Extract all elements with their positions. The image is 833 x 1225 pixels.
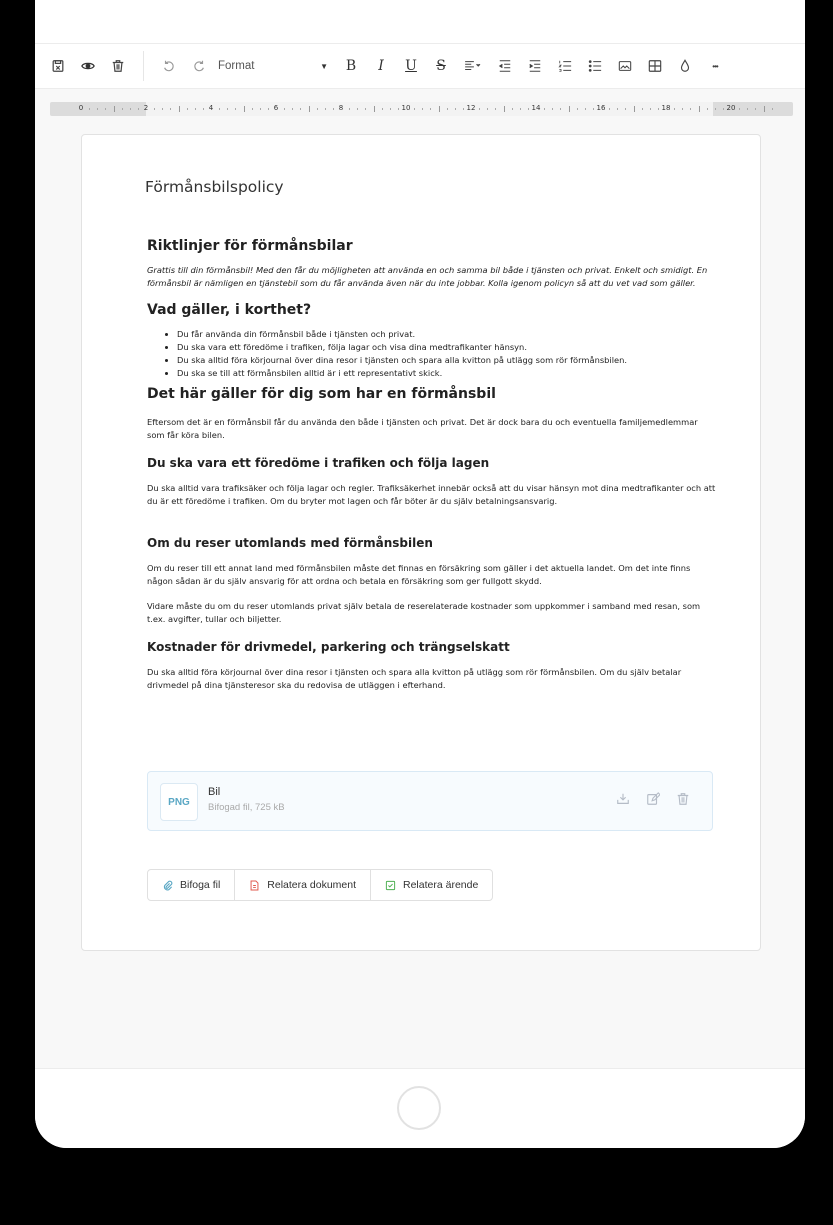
ruler-tick <box>772 108 773 110</box>
ruler-tick <box>195 108 196 110</box>
ruler-tick <box>528 108 529 110</box>
ruler-tick <box>89 108 90 110</box>
delete-button[interactable] <box>103 51 133 81</box>
relate-document-label: Relatera dokument <box>267 879 356 891</box>
list-item: • Du får använda din förmånsbil både i tjänsten och privat. <box>177 328 717 341</box>
ruler-tick <box>552 108 553 110</box>
ruler-tick <box>520 108 521 110</box>
relate-document-button[interactable] <box>235 870 371 900</box>
ruler-tick <box>739 108 740 110</box>
subheading-abroad: Om du reser utomlands med förmånsbilen <box>147 536 433 550</box>
ruler-tick <box>674 108 675 110</box>
ruler-tick <box>349 108 350 110</box>
attachment-name: Bil <box>208 786 221 798</box>
tablet-top-bezel <box>35 0 805 44</box>
document-title[interactable]: Förmånsbilspolicy <box>145 178 284 196</box>
edit-button[interactable] <box>646 792 662 808</box>
ruler-tick <box>625 108 626 110</box>
ruler-tick <box>162 108 163 110</box>
ruler-tick <box>333 108 334 110</box>
editor-toolbar <box>35 44 805 89</box>
ruler-tick <box>187 108 188 110</box>
heading-applies: Det här gäller för dig som har en förmånsbil <box>147 386 496 402</box>
home-button[interactable] <box>397 1086 441 1130</box>
underline-button[interactable] <box>396 51 426 81</box>
ruler-label: 8 <box>338 104 344 112</box>
list-item: • Du ska alltid föra körjournal över dina resor i tjänsten och spara alla kvitton på utlägg som rör förmånsbilen. <box>177 354 717 367</box>
ruler-tick <box>439 106 440 112</box>
bullet-list-button[interactable] <box>580 51 610 81</box>
ruler-label: 6 <box>273 104 279 112</box>
subheading-costs: Kostnader för drivmedel, parkering och trängselskatt <box>147 640 510 654</box>
undo-icon <box>162 59 176 73</box>
document-icon <box>249 880 260 891</box>
ruler-tick <box>219 108 220 110</box>
ruler-tick <box>284 108 285 110</box>
undo-button[interactable] <box>154 51 184 81</box>
ruler-tick <box>430 108 431 110</box>
intro-paragraph: Grattis till din förmånsbil! Med den får du möjligheten att använda en och samma bil både i tjänsten och privat. Enkelt och smidigt. En förmånsbil är nämligen en tjänstebil som du får använda även när du inte jobbar. Kolla igenom policyn så att du vet vad som gäller. <box>147 265 708 288</box>
ruler-tick <box>130 108 131 110</box>
preview-button[interactable] <box>73 51 103 81</box>
bold-icon: B <box>345 58 357 74</box>
ordered-list-button[interactable] <box>550 51 580 81</box>
ruler-tick <box>658 108 659 110</box>
download-icon <box>616 792 630 806</box>
more-button[interactable] <box>700 51 730 81</box>
ruler-tick <box>593 108 594 110</box>
attachment-card[interactable] <box>147 771 713 831</box>
ruler-tick <box>487 108 488 110</box>
checkbox-icon <box>385 880 396 891</box>
ruler-tick <box>495 108 496 110</box>
ruler-tick <box>365 108 366 110</box>
ruler-label: 10 <box>401 104 411 112</box>
ruler-tick <box>504 106 505 112</box>
ruler-tick <box>690 108 691 110</box>
ruler-tick <box>463 108 464 110</box>
ruler-tick <box>292 108 293 110</box>
ruler-label: 18 <box>661 104 671 112</box>
attachment-actions <box>616 792 692 808</box>
ruler-tick <box>634 106 635 112</box>
ruler-tick <box>755 108 756 110</box>
format-dropdown-value: Format <box>218 60 255 72</box>
summary-list <box>147 328 717 380</box>
ruler-tick <box>617 108 618 110</box>
ruler-tick <box>325 108 326 110</box>
ruler-tick <box>244 106 245 112</box>
eye-icon <box>81 59 95 73</box>
edit-icon <box>646 792 660 806</box>
editor-workspace <box>35 89 805 1068</box>
paperclip-icon <box>162 880 173 891</box>
ruler-label: 20 <box>726 104 736 112</box>
ruler-tick <box>422 108 423 110</box>
ruler-tick <box>227 108 228 110</box>
ruler-tick <box>260 108 261 110</box>
tablet-frame <box>35 0 805 1148</box>
ruler-label: 0 <box>78 104 84 112</box>
ruler-tick <box>357 108 358 110</box>
relate-case-button[interactable] <box>371 870 492 900</box>
redo-icon <box>192 59 206 73</box>
attach-file-button[interactable] <box>148 870 235 900</box>
ruler-tick <box>479 108 480 110</box>
ruler-tick <box>317 108 318 110</box>
list-item: • Du ska vara ett föredöme i trafiken, följa lagar och visa dina medtrafikanter hänsyn. <box>177 341 717 354</box>
document-actions <box>147 869 493 901</box>
ruler-tick <box>747 108 748 110</box>
bold-button[interactable] <box>336 51 366 81</box>
ordered-list-icon <box>558 59 572 73</box>
ruler-tick <box>390 108 391 110</box>
ruler-tick <box>398 108 399 110</box>
heading-guidelines: Riktlinjer för förmånsbilar <box>147 238 353 254</box>
paragraph: Om du reser till ett annat land med förmånsbilen måste det finnas en försäkring som gäller i det aktuella landet. Om det inte finns någon sådan är du själv ansvarig för att ordna och betala en försäkring som ger fullgott skydd. <box>147 563 691 586</box>
ruler-right-margin[interactable] <box>713 102 793 116</box>
tablet-bottom-bezel <box>35 1068 805 1148</box>
outdent-button[interactable] <box>490 51 520 81</box>
text-color-button[interactable] <box>670 51 700 81</box>
ruler-tick <box>447 108 448 110</box>
italic-button[interactable] <box>366 51 396 81</box>
ruler-tick <box>309 106 310 112</box>
ruler-tick <box>723 108 724 110</box>
save-button[interactable] <box>43 51 73 81</box>
ruler-label: 2 <box>143 104 149 112</box>
ruler-tick <box>682 108 683 110</box>
ruler-tick <box>512 108 513 110</box>
ruler-tick <box>252 108 253 110</box>
ruler-tick <box>382 108 383 110</box>
ruler-tick <box>577 108 578 110</box>
strikethrough-button[interactable] <box>426 51 456 81</box>
indent-button[interactable] <box>520 51 550 81</box>
ruler-tick <box>642 108 643 110</box>
image-icon <box>618 59 632 73</box>
ruler-tick <box>699 106 700 112</box>
save-icon <box>51 59 65 73</box>
ruler-tick <box>105 108 106 110</box>
ruler-tick <box>114 106 115 112</box>
underline-icon: U <box>405 58 417 74</box>
trash-icon <box>111 59 125 73</box>
list-item: • Du ska se till att förmånsbilen alltid är i ett representativt skick. <box>177 367 717 380</box>
ruler-label: 16 <box>596 104 606 112</box>
toolbar-divider <box>143 51 144 81</box>
paragraph: Du ska alltid vara trafiksäker och följa lagar och regler. Trafiksäkerhet innebär också att du visar hänsyn mot dina medtrafikanter och att du är ett föredöme i trafiken. Om du bryter mot lagen och får böter är du själv betalningsansvarig. <box>147 483 716 506</box>
indent-icon <box>528 59 542 73</box>
ruler-label: 12 <box>466 104 476 112</box>
ruler-tick <box>650 108 651 110</box>
document-body[interactable] <box>147 238 717 704</box>
more-icon: ••• <box>712 61 718 71</box>
paragraph: Vidare måste du om du reser utomlands privat själv betala de reserelaterade kostnader som uppkommer i samband med resan, som t.ex. avgifter, tullar och biljetter. <box>147 601 701 624</box>
ruler-tick <box>122 108 123 110</box>
delete-attachment-button[interactable] <box>676 792 692 808</box>
ruler-tick <box>569 106 570 112</box>
redo-button[interactable] <box>184 51 214 81</box>
align-dropdown-button[interactable] <box>456 51 490 81</box>
attachment-meta: Bifogad fil, 725 kB <box>208 802 285 813</box>
align-left-icon <box>464 59 482 73</box>
ruler-tick <box>179 106 180 112</box>
ruler-tick <box>560 108 561 110</box>
ruler-tick <box>138 108 139 110</box>
ruler-label: 4 <box>208 104 214 112</box>
ruler-tick <box>300 108 301 110</box>
download-button[interactable] <box>616 792 632 808</box>
insert-table-button[interactable] <box>640 51 670 81</box>
outdent-icon <box>498 59 512 73</box>
format-dropdown[interactable] <box>214 51 332 81</box>
table-icon <box>648 59 662 73</box>
ruler-tick <box>544 108 545 110</box>
heading-summary: Vad gäller, i korthet? <box>147 302 312 318</box>
ruler-tick <box>414 108 415 110</box>
ruler-tick <box>235 108 236 110</box>
ruler-tick <box>170 108 171 110</box>
ruler-label: 14 <box>531 104 541 112</box>
ruler-tick <box>609 108 610 110</box>
ruler[interactable] <box>50 102 793 116</box>
ruler-tick <box>455 108 456 110</box>
ruler-tick <box>97 108 98 110</box>
ruler-tick <box>707 108 708 110</box>
trash-icon <box>676 792 690 806</box>
ruler-tick <box>764 106 765 112</box>
ruler-tick <box>374 106 375 112</box>
insert-image-button[interactable] <box>610 51 640 81</box>
subheading-traffic: Du ska vara ett föredöme i trafiken och följa lagen <box>147 456 490 470</box>
caret-down-icon: ▼ <box>320 61 328 71</box>
document-page <box>81 134 761 951</box>
droplet-icon <box>678 59 692 73</box>
ruler-tick <box>154 108 155 110</box>
ruler-tick <box>585 108 586 110</box>
relate-case-label: Relatera ärende <box>403 879 479 891</box>
strikethrough-icon: S <box>436 58 446 74</box>
attach-file-label: Bifoga fil <box>180 879 221 891</box>
ruler-tick <box>715 108 716 110</box>
paragraph: Du ska alltid föra körjournal över dina resor i tjänsten och spara alla kvitton på utlägg som rör förmånsbilen. Om du själv betalar drivmedel på dina tjänsteresor ska du redovisa de utläggen i efterhand. <box>147 667 682 690</box>
ruler-tick <box>268 108 269 110</box>
file-type-badge: PNG <box>160 783 198 821</box>
bullet-list-icon <box>588 59 602 73</box>
paragraph: Eftersom det är en förmånsbil får du använda den både i tjänsten och privat. Det är dock bara du och eventuella familjemedlemmar som får köra bilen. <box>147 417 698 440</box>
ruler-tick <box>203 108 204 110</box>
italic-icon: I <box>378 58 384 74</box>
